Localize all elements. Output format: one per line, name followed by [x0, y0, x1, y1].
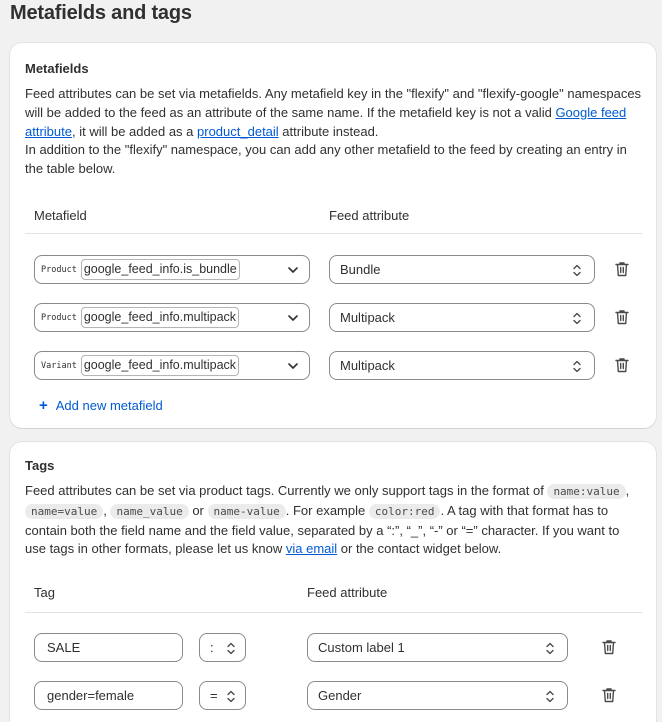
delete-icon[interactable]	[615, 357, 629, 373]
select-value: Bundle	[340, 262, 381, 277]
metafield-picker[interactable]	[34, 255, 310, 284]
select-arrows-icon	[545, 641, 555, 656]
product-detail-link[interactable]: product_detail	[197, 123, 279, 139]
format-code: name-value	[208, 504, 286, 519]
table-divider	[25, 233, 642, 234]
select-value: =	[210, 688, 218, 703]
page-title: Metafields and tags	[10, 2, 192, 24]
metafield-owner: Product	[41, 312, 77, 323]
format-code: color:red	[369, 504, 441, 519]
tags-card	[10, 442, 656, 722]
google-feed-attribute-link[interactable]: Google feed attribute	[25, 104, 627, 139]
select-arrows-icon	[572, 263, 582, 278]
select-arrows-icon	[545, 689, 555, 704]
tag-input[interactable]: gender=female	[34, 681, 183, 710]
metafields-card	[10, 43, 656, 428]
select-value: Multipack	[340, 358, 395, 373]
select-arrows-icon	[572, 311, 582, 326]
format-code: name_value	[110, 504, 188, 519]
desc-text: . A tag with that format has to contain both the field name and the field value, separated by a “:”, “_”, “-” or “=” character. If you want to use tags in other formats, please let us know	[25, 502, 620, 557]
desc-text: ,	[625, 483, 630, 498]
format-code: name=value	[25, 504, 103, 519]
col-header-metafield: Metafield	[34, 208, 87, 223]
desc-text: , it will be added as a	[71, 123, 198, 139]
select-value: Gender	[318, 688, 362, 703]
separator-select[interactable]	[199, 633, 246, 662]
desc-text: In addition to the "flexify" namespace, you can add any other metafield to the feed by creating an entry in the table below.	[25, 142, 627, 177]
col-header-feed-attribute: Feed attribute	[329, 208, 410, 223]
email-link[interactable]: via email	[285, 541, 338, 557]
format-code: name:value	[547, 484, 625, 499]
metafields-title: Metafields	[25, 61, 89, 76]
desc-text: . For example	[285, 502, 369, 518]
separator-select[interactable]	[199, 681, 246, 710]
feed-attribute-select[interactable]	[307, 681, 568, 710]
desc-text: or	[188, 502, 208, 518]
chevron-down-icon	[287, 312, 299, 324]
delete-icon[interactable]	[615, 309, 629, 325]
select-value: Multipack	[340, 310, 395, 325]
tags-description	[25, 482, 642, 559]
metafield-key: google_feed_info.multipack	[81, 307, 239, 328]
col-header-tag: Tag	[34, 585, 55, 600]
metafield-owner: Variant	[41, 360, 77, 371]
tag-input[interactable]: SALE	[34, 633, 183, 662]
metafield-picker[interactable]	[34, 351, 310, 380]
chevron-down-icon	[287, 264, 299, 276]
desc-text: Feed attributes can be set via metafields. Any metafield key in the "flexify" and "flexify-google" namespaces will be added to the feed as an attribute of the same name. If the metafield key is not a valid	[25, 86, 642, 120]
add-metafield-button[interactable]	[39, 397, 163, 414]
feed-attribute-select[interactable]	[329, 255, 595, 284]
add-metafield-label: Add new metafield	[55, 398, 163, 413]
table-divider	[25, 612, 642, 613]
select-value: Custom label 1	[318, 640, 405, 655]
feed-attribute-select[interactable]	[329, 303, 595, 332]
delete-icon[interactable]	[602, 639, 616, 655]
delete-icon[interactable]	[602, 687, 616, 703]
desc-text: attribute instead.	[278, 123, 379, 139]
col-header-feed-attribute: Feed attribute	[307, 585, 388, 600]
metafield-picker[interactable]	[34, 303, 310, 332]
tags-title: Tags	[25, 458, 55, 473]
metafield-owner: Product	[41, 264, 77, 275]
metafield-key: google_feed_info.is_bundle	[81, 259, 240, 280]
select-arrows-icon	[572, 359, 582, 374]
select-arrows-icon	[226, 689, 236, 704]
select-arrows-icon	[226, 641, 236, 656]
feed-attribute-select[interactable]	[307, 633, 568, 662]
metafield-key: google_feed_info.multipack	[81, 355, 239, 376]
feed-attribute-select[interactable]	[329, 351, 595, 380]
delete-icon[interactable]	[615, 261, 629, 277]
plus-icon: +	[39, 397, 48, 414]
chevron-down-icon	[287, 360, 299, 372]
desc-text: ,	[103, 502, 107, 518]
desc-text: or the contact widget below.	[337, 541, 502, 557]
desc-text: Feed attributes can be set via product tags. Currently we only support tags in the format of	[25, 483, 548, 498]
metafields-description	[25, 85, 642, 179]
select-value: :	[210, 640, 214, 655]
